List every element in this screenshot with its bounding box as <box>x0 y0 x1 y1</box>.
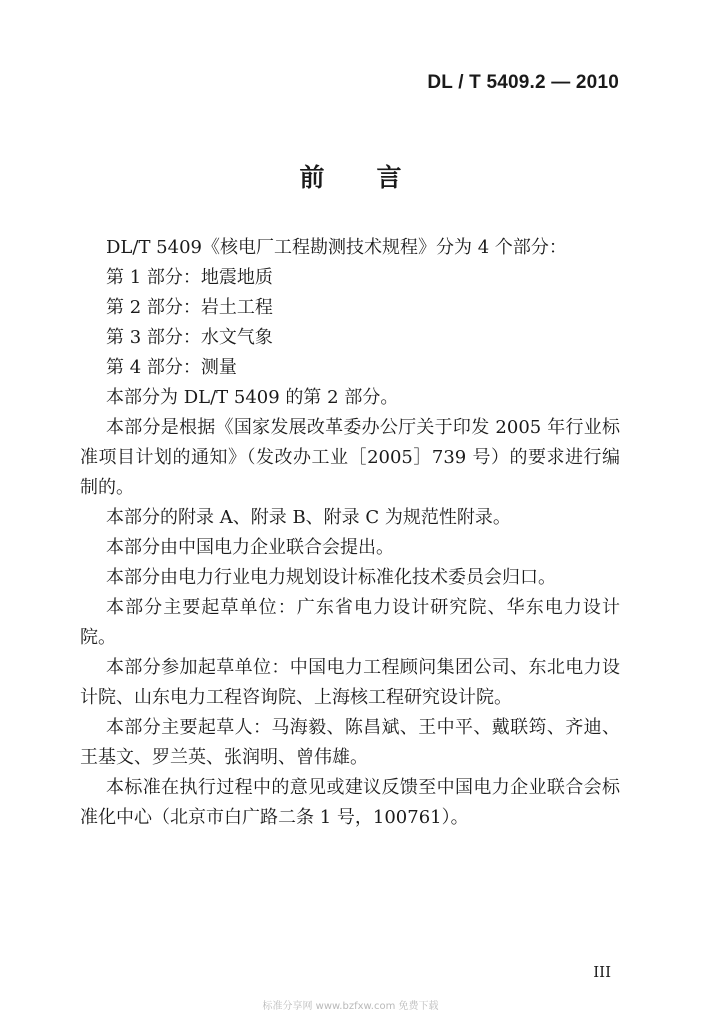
paragraph-this-part: 本部分为 DL/T 5409 的第 2 部分。 <box>106 387 399 408</box>
watermark: 标准分享网 www.bzfxw.com 免费下载 <box>262 1001 439 1012</box>
paragraph-main-drafting-units: 本部分主要起草单位：广东省电力设计研究院、华东电力设计院。 <box>80 597 620 648</box>
title-char-2: 言 <box>376 163 402 192</box>
paragraph-basis: 本部分是根据《国家发展改革委办公厅关于印发 2005 年行业标准项目计划的通知》（发改办工业［2005］739 号）的要求进行编制的。 <box>80 417 620 498</box>
paragraph-responsible-committee: 本部分由电力行业电力规划设计标准化技术委员会归口。 <box>106 567 556 588</box>
paragraph-participating-units: 本部分参加起草单位：中国电力工程顾问集团公司、东北电力设计院、山东电力工程咨询院、上海核工程研究设计院。 <box>80 657 620 708</box>
page-title <box>0 158 701 194</box>
standard-code: DL / T 5409.2 — 2010 <box>427 72 619 93</box>
paragraph-proposer: 本部分由中国电力企业联合会提出。 <box>106 537 394 558</box>
paragraph-part-1: 第 1 部分：地震地质 <box>106 267 273 288</box>
paragraph-part-4: 第 4 部分：测量 <box>106 357 237 378</box>
paragraph-appendices: 本部分的附录 A、附录 B、附录 C 为规范性附录。 <box>106 507 511 528</box>
paragraph-series-intro: DL/T 5409《核电厂工程勘测技术规程》分为 4 个部分： <box>106 237 567 258</box>
paragraph-part-2: 第 2 部分：岩土工程 <box>106 297 273 318</box>
preface-body <box>80 233 620 833</box>
paragraph-feedback: 本标准在执行过程中的意见或建议反馈至中国电力企业联合会标准化中心（北京市白广路二条 1 号，100761）。 <box>80 777 620 828</box>
title-char-1: 前 <box>299 163 325 192</box>
page-number: III <box>593 963 611 981</box>
paragraph-main-drafters: 本部分主要起草人：马海毅、陈昌斌、王中平、戴联筠、齐迪、王基文、罗兰英、张润明、曾伟雄。 <box>80 717 620 768</box>
paragraph-part-3: 第 3 部分：水文气象 <box>106 327 273 348</box>
